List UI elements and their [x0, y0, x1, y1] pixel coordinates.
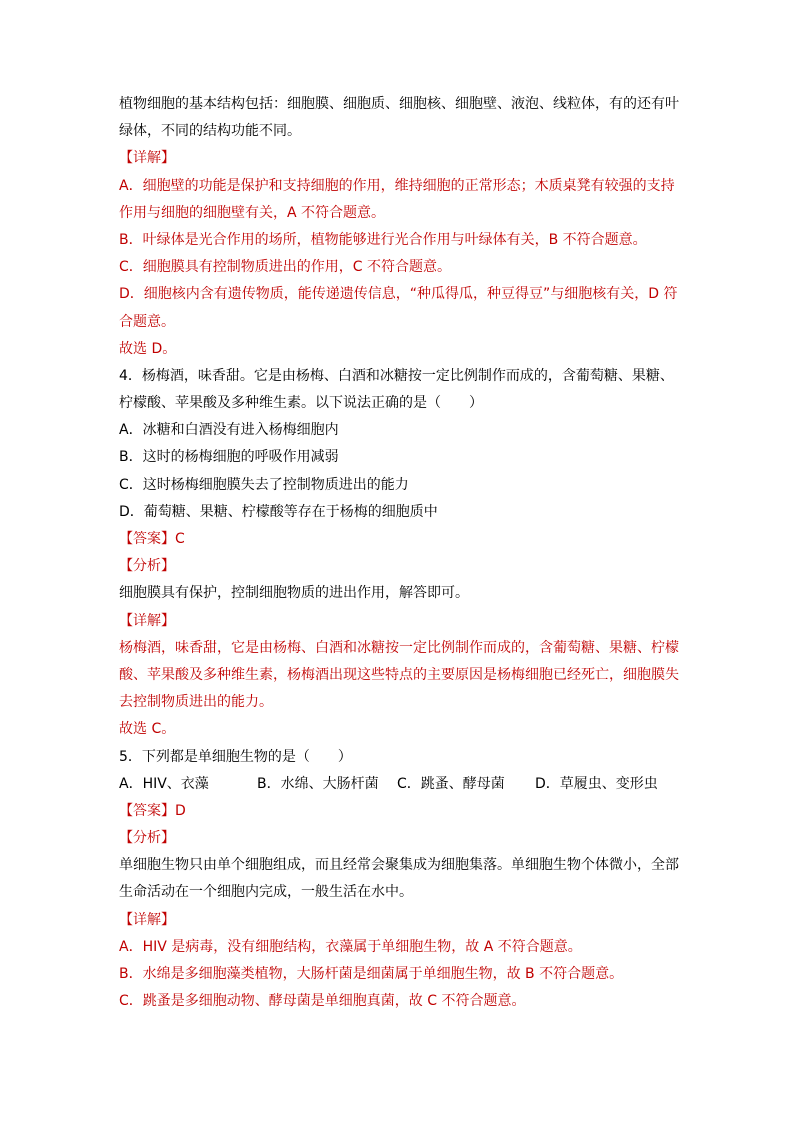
text-line: 去控制物质进出的能力。	[119, 694, 273, 711]
document-body	[119, 91, 679, 1015]
text-line: 柠檬酸、苹果酸及多种维生素。以下说法正确的是（ ）	[119, 395, 483, 412]
text-line: A．HIV 是病毒，没有细胞结构，衣藻属于单细胞生物，故 A 不符合题意。	[119, 938, 582, 955]
q5-option-d: D．草履虫、变形虫	[535, 775, 658, 792]
text-line: 作用与细胞的细胞壁有关，A 不符合题意。	[119, 204, 386, 221]
text-line: B．这时的杨梅细胞的呼吸作用减弱	[119, 449, 339, 466]
text-line: C．这时杨梅细胞膜失去了控制物质进出的能力	[119, 476, 409, 493]
text-line: 杨梅酒，味香甜，它是由杨梅、白酒和冰糖按一定比例制作而成的，含葡萄糖、果糖、柠檬	[119, 639, 679, 656]
text-line: 单细胞生物只由单个细胞组成，而且经常会聚集成为细胞集落。单细胞生物个体微小，全部	[119, 857, 679, 874]
text-line: 植物细胞的基本结构包括：细胞膜、细胞质、细胞核、细胞壁、液泡、线粒体，有的还有叶	[119, 96, 679, 112]
text-line: 细胞膜具有保护，控制细胞物质的进出作用，解答即可。	[119, 585, 469, 602]
text-line: 【分析】	[119, 558, 175, 575]
text-line: 故选 D。	[119, 340, 177, 357]
text-line: C．细胞膜具有控制物质进出的作用，C 不符合题意。	[119, 259, 451, 276]
text-line: C．跳蚤是多细胞动物、酵母菌是单细胞真菌，故 C 不符合题意。	[119, 993, 526, 1010]
q5-option-c: C．跳蚤、酵母菌	[397, 775, 505, 792]
text-line: 【详解】	[119, 612, 175, 629]
text-line: D．细胞核内含有遗传物质，能传递遗传信息，“种瓜得瓜，种豆得豆”与细胞核有关，D 符	[119, 286, 678, 303]
text-line: A．细胞壁的功能是保护和支持细胞的作用，维持细胞的正常形态；木质桌凳有较强的支持	[119, 177, 675, 194]
text-line: 【答案】C	[119, 531, 185, 547]
text-line: 生命活动在一个细胞内完成，一般生活在水中。	[119, 884, 413, 901]
text-line: 合题意。	[119, 313, 175, 330]
text-line: D．葡萄糖、果糖、柠檬酸等存在于杨梅的细胞质中	[119, 503, 438, 520]
text-line: 4．杨梅酒，味香甜。它是由杨梅、白酒和冰糖按一定比例制作而成的，含葡萄糖、果糖、	[119, 367, 674, 384]
text-line: 故选 C。	[119, 721, 176, 738]
text-line: 5．下列都是单细胞生物的是（ ）	[119, 748, 352, 765]
text-line: B．叶绿体是光合作用的场所，植物能够进行光合作用与叶绿体有关，B 不符合题意。	[119, 231, 647, 248]
text-line: A．冰糖和白酒没有进入杨梅细胞内	[119, 422, 339, 439]
q5-options-row	[119, 771, 679, 798]
q5-option-a: A．HIV、衣藻	[119, 775, 209, 792]
text-line: 【详解】	[119, 911, 175, 928]
text-line: 酸、苹果酸及多种维生素，杨梅酒出现这些特点的主要原因是杨梅细胞已经死亡，细胞膜失	[119, 666, 679, 683]
text-line: 绿体，不同的结构功能不同。	[119, 123, 301, 140]
text-line: B．水绵是多细胞藻类植物，大肠杆菌是细菌属于单细胞生物，故 B 不符合题意。	[119, 966, 624, 982]
text-line: 【答案】D	[119, 802, 186, 819]
text-line: 【详解】	[119, 150, 175, 167]
text-line: 【分析】	[119, 830, 175, 847]
q5-option-b: B．水绵、大肠杆菌	[257, 775, 379, 792]
